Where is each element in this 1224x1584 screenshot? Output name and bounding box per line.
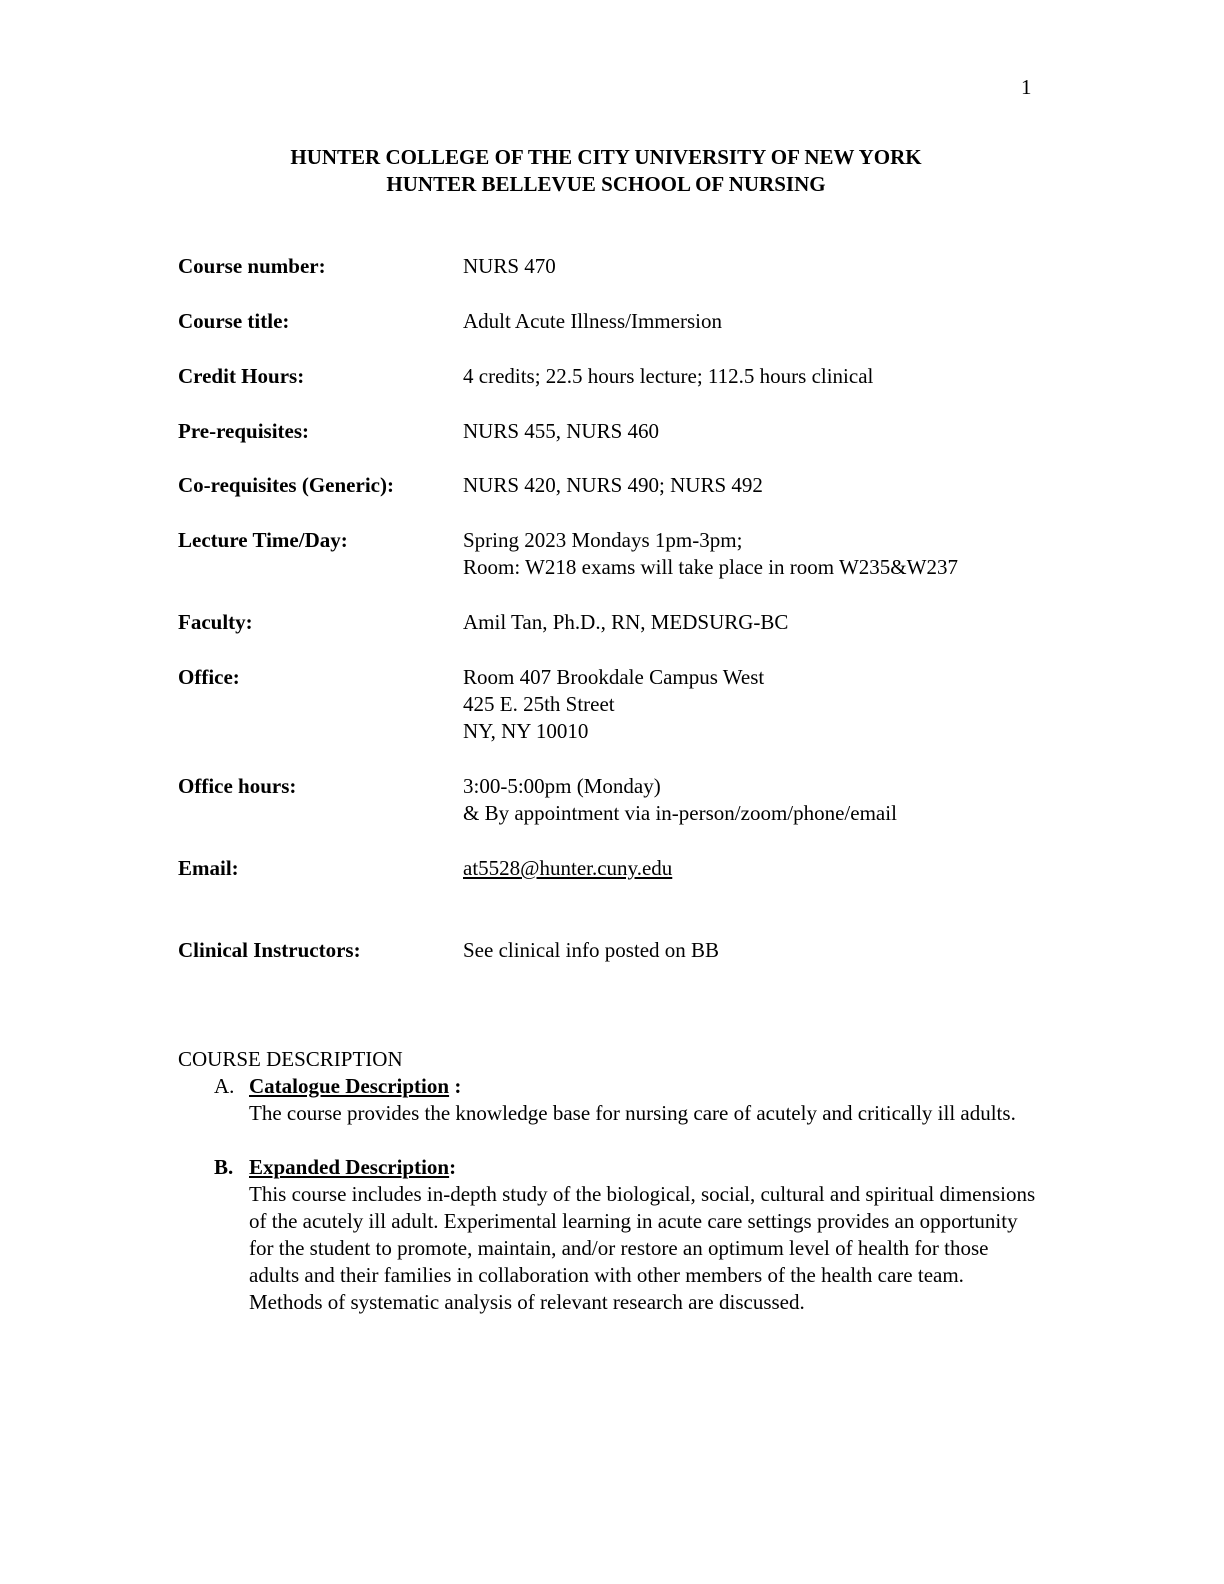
- lecture-time-value: [463, 527, 958, 581]
- page-number: 1: [1021, 75, 1032, 99]
- course-title-value: Adult Acute Illness/Immersion: [463, 309, 722, 333]
- course-title-label: Course title:: [178, 309, 290, 333]
- email-label: Email:: [178, 856, 239, 880]
- credit-hours-label: Credit Hours:: [178, 364, 305, 388]
- expanded-marker: B.: [214, 1155, 234, 1179]
- lecture-schedule: Spring 2023 Mondays 1pm-3pm;: [463, 528, 743, 552]
- office-label: Office:: [178, 665, 240, 689]
- lecture-room: Room: W218 exams will take place in room W235&W237: [463, 555, 958, 579]
- office-street: 425 E. 25th Street: [463, 692, 615, 716]
- office-address: [463, 664, 764, 745]
- faculty-label: Faculty:: [178, 610, 253, 634]
- expanded-heading: Expanded Description: [249, 1155, 450, 1179]
- office-city: NY, NY 10010: [463, 719, 589, 743]
- office-hours-value: [463, 773, 897, 827]
- expanded-text: This course includes in-depth study of the biological, social, cultural and spiritual dimensions of the acutely ill adult. Experimental learning in acute care settings provides an opportunity for the student to promote, maintain, and/or restore an optimum level of health for those adults and their families in collaboration with other members of the health care team. Methods of systematic analysis of relevant research are discussed.: [249, 1182, 1036, 1314]
- catalogue-marker: A.: [214, 1074, 235, 1098]
- office-hours-time: 3:00-5:00pm (Monday): [463, 774, 661, 798]
- catalogue-heading-suffix: :: [449, 1074, 462, 1098]
- course-number-label: Course number:: [178, 254, 326, 278]
- corequisites-label: Co-requisites (Generic):: [178, 473, 394, 497]
- prerequisites-label: Pre-requisites:: [178, 419, 310, 443]
- office-hours-appointment: & By appointment via in-person/zoom/phone/email: [463, 801, 897, 825]
- clinical-instructors-label: Clinical Instructors:: [178, 938, 361, 962]
- course-description-section: [178, 1046, 1058, 1316]
- prerequisites-value: NURS 455, NURS 460: [463, 419, 660, 443]
- office-room: Room 407 Brookdale Campus West: [463, 665, 765, 689]
- catalogue-heading: Catalogue Description: [249, 1074, 450, 1098]
- document-header: [0, 144, 1212, 198]
- credit-hours-value: 4 credits; 22.5 hours lecture; 112.5 hours clinical: [463, 364, 874, 388]
- clinical-instructors-value: See clinical info posted on BB: [463, 938, 720, 962]
- expanded-heading-suffix: :: [449, 1155, 457, 1179]
- institution-name: HUNTER COLLEGE OF THE CITY UNIVERSITY OF NEW YORK: [290, 145, 922, 169]
- school-name: HUNTER BELLEVUE SCHOOL OF NURSING: [386, 172, 826, 196]
- email-link[interactable]: at5528@hunter.cuny.edu: [463, 856, 673, 880]
- office-hours-label: Office hours:: [178, 774, 297, 798]
- corequisites-value: NURS 420, NURS 490; NURS 492: [463, 473, 763, 497]
- faculty-value: Amil Tan, Ph.D., RN, MEDSURG-BC: [463, 610, 789, 634]
- lecture-time-label: Lecture Time/Day:: [178, 528, 348, 552]
- course-number-value: NURS 470: [463, 254, 556, 278]
- expanded-description: [214, 1154, 1058, 1316]
- catalogue-text: The course provides the knowledge base for nursing care of acutely and critically ill adults.: [249, 1101, 1016, 1125]
- catalogue-description: [214, 1073, 1058, 1127]
- course-description-title: COURSE DESCRIPTION: [178, 1047, 403, 1071]
